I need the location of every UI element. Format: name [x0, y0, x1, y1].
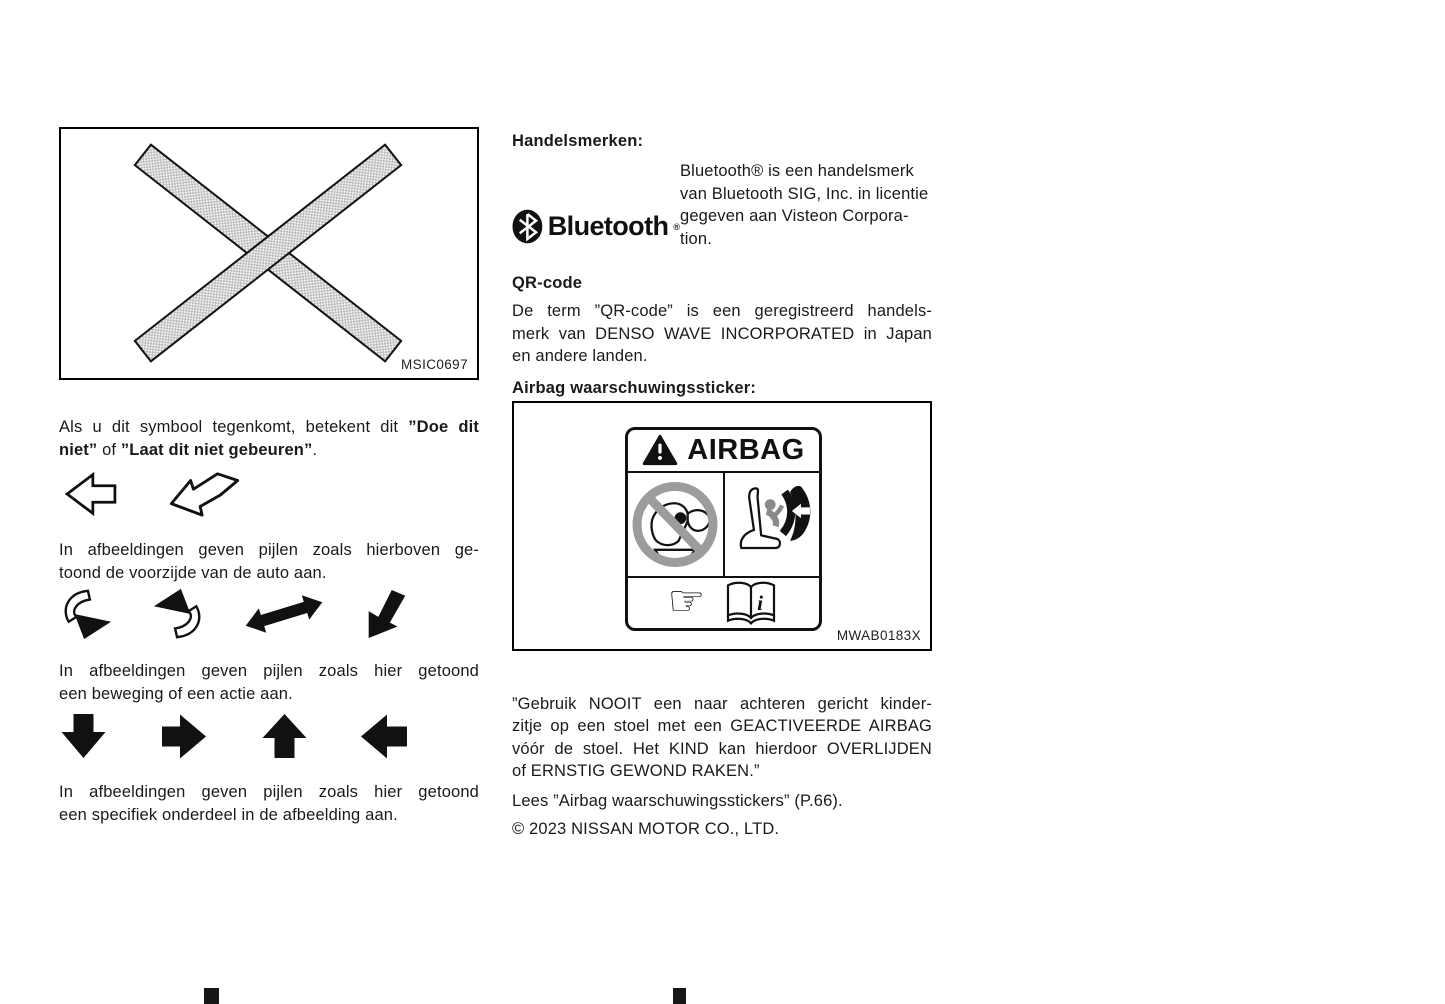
svg-text:i: i [757, 590, 764, 615]
warning-triangle-icon [642, 434, 678, 466]
text-line: In afbeeldingen geven pijlen zoals hierboven ge- [59, 541, 479, 559]
text-line: merk van DENSO WAVE INCORPORATED in Japan [512, 324, 932, 343]
text-line: In afbeeldingen geven pijlen zoals hier getoond [59, 783, 479, 801]
pointer-arrows [59, 711, 409, 761]
text-line: van Bluetooth SIG, Inc. in licentie [680, 184, 929, 203]
no-rear-facing-child-seat-icon [628, 476, 722, 573]
pointing-hand-icon: ☞ [667, 576, 706, 624]
copyright-paragraph [512, 818, 932, 841]
bluetooth-wordmark: Bluetooth [547, 211, 669, 241]
text-line: © 2023 NISSAN MOTOR CO., LTD. [512, 820, 780, 838]
figure-code: MWAB0183X [836, 627, 921, 643]
text-line: Bluetooth® is een handelsmerk [680, 162, 914, 180]
solid-bent-down-left-arrow-icon [361, 586, 411, 642]
no-rear-child-seat-cell [628, 473, 725, 576]
airbag-title: AIRBAG [687, 433, 805, 466]
bluetooth-paragraph [680, 160, 932, 250]
owners-manual-book-icon [723, 580, 779, 626]
text-line: een specifiek onderdeel in de afbeelding aan. [59, 805, 398, 824]
front-direction-arrows [59, 471, 479, 517]
part-paragraph [59, 781, 479, 826]
figure-code: MSIC0697 [401, 357, 468, 372]
page-binding-mark [673, 988, 686, 1004]
text-line: De term ”QR-code” is een geregistreerd handels- [512, 302, 932, 320]
bluetooth-icon [512, 205, 543, 248]
bluetooth-logo [512, 205, 680, 248]
sticker-footer [628, 578, 819, 628]
airbag-deployment-icon [725, 476, 819, 573]
left-column [59, 127, 479, 826]
outline-left-arrow-icon [61, 471, 121, 517]
text-line: toond de voorzijde van de auto aan. [59, 563, 327, 582]
text-line: vóór de stoel. Het KIND kan hierdoor OVERLIJDEN [512, 739, 932, 758]
double-headed-diagonal-arrow-icon [242, 591, 326, 637]
qr-paragraph [512, 300, 932, 368]
text-line: Lees ”Airbag waarschuwingsstickers” (P.66). [512, 791, 843, 810]
airbag-heading: Airbag waarschuwingssticker: [512, 378, 757, 397]
symbol-paragraph [59, 416, 479, 461]
text-line: een beweging of een actie aan. [59, 684, 293, 703]
airbag-warning-sticker [625, 427, 822, 631]
motion-arrows [59, 590, 411, 638]
text-line: In afbeeldingen geven pijlen zoals hier getoond [59, 662, 479, 680]
text-line: of ERNSTIG GEWOND RAKEN.” [512, 762, 760, 780]
text-line: niet” of ”Laat dit niet gebeuren”. [59, 440, 318, 459]
trademarks-heading: Handelsmerken: [512, 132, 644, 150]
crossed-out-x-icon [61, 129, 477, 378]
airbag-sticker-figure [512, 401, 932, 651]
sticker-header [628, 430, 819, 473]
bluetooth-trademark-block [512, 160, 932, 250]
reference-paragraph [512, 790, 932, 813]
qr-heading: QR-code [512, 274, 583, 292]
registered-mark: ® [673, 221, 680, 232]
solid-down-arrow-icon [61, 712, 106, 760]
text-line: en andere landen. [512, 347, 648, 365]
motion-paragraph [59, 660, 479, 705]
right-column [512, 130, 932, 841]
airbag-warning-paragraph [512, 693, 932, 783]
solid-up-arrow-icon [262, 712, 307, 760]
solid-left-arrow-icon [361, 714, 409, 759]
do-not-symbol-figure [59, 127, 479, 380]
solid-right-arrow-icon [160, 714, 208, 759]
rotate-counterclockwise-arrow-icon [150, 587, 206, 641]
rotate-clockwise-arrow-icon [59, 587, 115, 641]
text-line: tion. [680, 229, 712, 248]
outline-perspective-arrow-icon [167, 469, 243, 519]
airbag-deployment-cell [725, 473, 820, 576]
text-line: zitje op een stoel met een GEACTIVEERDE AIRBAG [512, 717, 932, 735]
front-paragraph [59, 539, 479, 584]
text-line: gegeven aan Visteon Corpora- [680, 207, 909, 225]
text-line: Als u dit symbool tegenkomt, betekent dit ”Doe dit [59, 418, 479, 436]
sticker-pictograms [628, 473, 819, 578]
text-line: ”Gebruik NOOIT een naar achteren gericht kinder- [512, 694, 932, 713]
page-binding-mark [204, 988, 219, 1004]
